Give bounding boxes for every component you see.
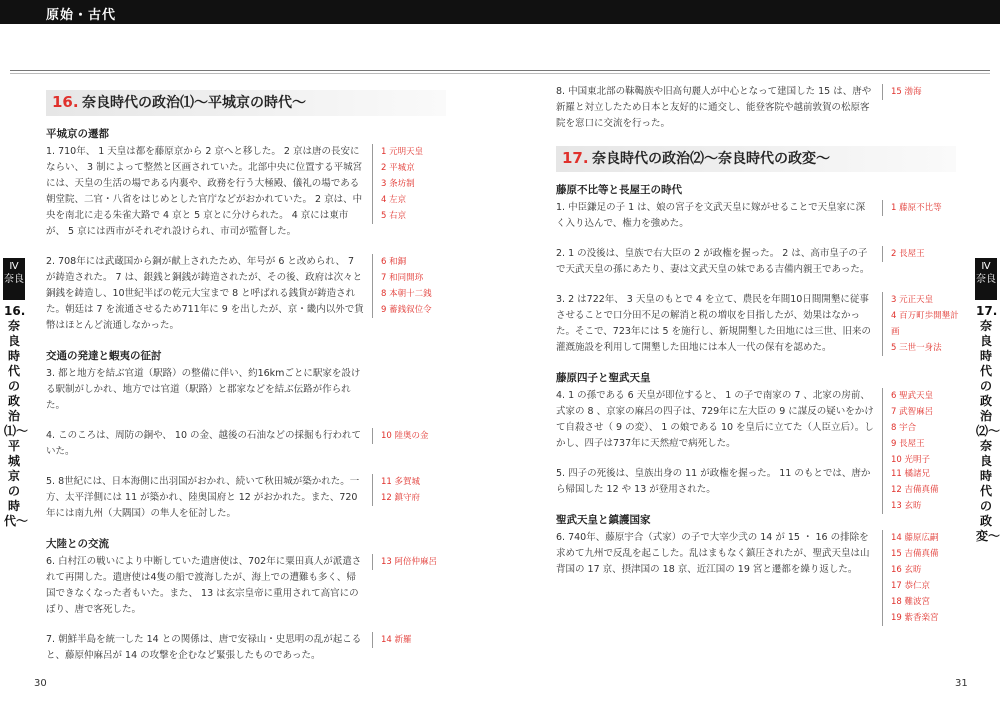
left-page-number: 30: [34, 678, 47, 689]
answer: 16 玄昉: [891, 565, 922, 575]
answer-column: [882, 530, 963, 626]
answer: 19 紫香楽宮: [891, 613, 939, 623]
question-text: 5. 8世紀には、日本海側に出羽国がおかれ、続いて秋田城が築かれた。一方、太平洋側には 11 が築かれ、陸奥国府と 12 がおかれた。また、720年には南九州（大隅国）の隼人を征討した。: [46, 476, 360, 519]
chapter-header: [0, 0, 1000, 34]
left-page: [46, 84, 446, 678]
answer: 15 渤海: [891, 87, 922, 97]
question-item: [46, 254, 446, 334]
answer-column: [372, 474, 453, 506]
answer: 4 左京: [381, 195, 407, 205]
answer: 5 三世一身法: [891, 343, 942, 353]
subheading: 大陸との交流: [46, 538, 109, 550]
answer: 1 元明天皇: [381, 147, 424, 157]
right-chapter-tab: Ⅳ 奈良: [975, 258, 997, 300]
header-rule-2: [10, 73, 990, 74]
subheading: 藤原四子と聖武天皇: [556, 372, 651, 384]
question-text: 4. このころは、周防の銅や、 10 の金、越後の石油などの採掘も行われていた。: [46, 430, 362, 457]
answer: 3 元正天皇: [891, 295, 934, 305]
question-text: 2. 708年には武蔵国から銅が献上されたため、年号が 6 と改められ、 7 が鋳造された。 7 は、銀銭と銅銭が鋳造されたが、その後、政府は次々と銅銭を鋳造し、10世紀半ばの乾元大宝まで 8 と呼ばれる銭貨が鋳造された。朝廷は 7 を流通させるため711年に 9 を出したが、京・畿内以外で貨幣はほとんど流通しなかった。: [46, 256, 364, 331]
question-item: [556, 388, 956, 465]
answer: 2 長屋王: [891, 249, 925, 259]
question-item: [556, 84, 956, 132]
answer: 11 橘諸兄: [891, 469, 931, 479]
answer: 10 陸奥の金: [381, 431, 429, 441]
question-text: 8. 中国東北部の靺鞨族や旧高句麗人が中心となって建国した 15 は、唐や新羅と対立したため日本と友好的に通交し、能登客院や越前敦賀の松原客院を窓口に交流を行った。: [556, 86, 872, 129]
left-side-title: 16.奈良時代の政治⑴〜平城京の時代〜: [4, 304, 29, 528]
answer-column: [882, 466, 963, 514]
answer: 15 吉備真備: [891, 549, 939, 559]
answer: 8 本朝十二銭: [381, 289, 432, 299]
question-item: [46, 632, 446, 664]
answer: 6 和銅: [381, 257, 407, 267]
subheading: 藤原不比等と長屋王の時代: [556, 184, 682, 196]
question-text: 3. 2 は722年、 3 天皇のもとで 4 を立て、農民を年間10日間開墾に従事させることで口分田不足の解消と税の増収を目指したが、効果はなかった。そこで、723年には 5 を施行し、新規開墾した田地には三世、旧来の灌漑施設を利用して開墾した田地には本人一代の保有を認めた。: [556, 294, 872, 353]
question-text: 1. 中臣鎌足の子 1 は、娘の宮子を文武天皇に嫁がせることで天皇家に深く入り込んで、権力を強めた。: [556, 202, 866, 229]
question-item: [46, 554, 446, 618]
question-item: [556, 292, 959, 356]
question-item: [46, 144, 446, 240]
answer: 4 百万町歩開墾計画: [891, 311, 959, 337]
question-text: 1. 710年、 1 天皇は都を藤原京から 2 京へと移した。 2 京は唐の長安にならい、 3 制によって整然と区画されていた。北部中央に位置する平城宮には、天皇の生活の場である内裏や、政務を行う大極殿、儀礼の場である朝堂院、二官・八省をはじめとした官庁などがおかれていた。 2 京は、中央を南北に走る朱雀大路で 4 京と 5 京とに分けられた。 4 京には東市が、 5 京には西市がそれぞれ設けられ、市司が監督した。: [46, 146, 363, 237]
answer-column: [882, 84, 963, 100]
answer: 14 新羅: [381, 635, 412, 645]
question-item: [46, 428, 446, 460]
section-title-text: 奈良時代の政治⑴〜平城京の時代〜: [82, 95, 306, 111]
answer-column: [882, 388, 963, 468]
question-text: 7. 朝鮮半島を統一した 14 との関係は、唐で安禄山・史思明の乱が起こると、藤原仲麻呂が 14 の攻撃を企むなど緊張したものであった。: [46, 634, 362, 661]
answer: 5 右京: [381, 211, 407, 221]
answer: 9 長屋王: [891, 439, 925, 449]
answer: 8 宇合: [891, 423, 917, 433]
question-text: 5. 四子の死後は、皇族出身の 11 が政権を握った。 11 のもとでは、唐から帰国した 12 や 13 が登用された。: [556, 468, 871, 495]
answer: 1 藤原不比等: [891, 203, 942, 213]
answer-column: [882, 246, 963, 262]
question-text: 4. 1 の孫である 6 天皇が即位すると、 1 の子で南家の 7 、北家の房前、式家の 8 、京家の麻呂の四子は、729年に左大臣の 9 に謀反の疑いをかけて自殺させ（ 9 の変）、 1 の娘である 10 を皇后に立てた（人臣立后）。しかし、四子は737年に天然痘で病死した。: [556, 390, 874, 449]
right-page-number: 31: [955, 678, 968, 689]
question-text: 6. 740年、藤原宇合（式家）の子で大宰少弐の 14 が 15 ・ 16 の排除を求めて九州で反乱を起こした。乱はまもなく鎮圧されたが、聖武天皇は山背国の 17 京、摂津国の 18 京、近江国の 19 宮と遷都を繰り返した。: [556, 532, 870, 575]
chapter-title: 原始・古代: [46, 8, 117, 23]
answer: 18 難波宮: [891, 597, 931, 607]
right-side-title: 17.奈良時代の政治⑵〜奈良時代の政変〜: [976, 304, 1000, 543]
answer: 11 多賀城: [381, 477, 421, 487]
question-item: [556, 246, 956, 278]
answer: 17 恭仁京: [891, 581, 931, 591]
answer: 13 玄昉: [891, 501, 922, 511]
answer-column: [882, 292, 963, 356]
question-text: 2. 1 の没後は、皇族で右大臣の 2 が政権を握った。 2 は、高市皇子の子で天武天皇の孫にあたり、妻は文武天皇の妹である吉備内親王であった。: [556, 248, 870, 275]
question-text: 6. 白村江の戦いにより中断していた遣唐使は、702年に粟田真人が派遣されて再開した。遣唐使は4隻の船で渡海したが、海上での遭難も多く、帰国できなくなった者もいた。また、 13 は玄宗皇帝に重用されて高官にのぼり、唐で客死した。: [46, 556, 362, 615]
question-item: [556, 530, 956, 623]
subheading: 聖武天皇と鎮護国家: [556, 514, 651, 526]
section-number: 16.: [52, 93, 79, 111]
subheading: 交通の発達と蝦夷の征討: [46, 350, 162, 362]
answer: 3 条坊制: [381, 179, 415, 189]
answer: 12 吉備真備: [891, 485, 939, 495]
section-17-title: [556, 146, 956, 172]
answer-column: [882, 200, 963, 216]
section-title-text: 奈良時代の政治⑵〜奈良時代の政変〜: [592, 151, 830, 167]
answer: 7 武智麻呂: [891, 407, 934, 417]
answer: 14 藤原広嗣: [891, 533, 939, 543]
answer: 13 阿倍仲麻呂: [381, 557, 438, 567]
answer: 9 蓄銭叙位令: [381, 305, 432, 315]
answer: 10 光明子: [891, 455, 931, 465]
subheading: 平城京の遷都: [46, 128, 109, 140]
question-item: [46, 366, 446, 414]
answer-column: [372, 554, 453, 570]
question-item: [556, 466, 956, 511]
answer-column: [372, 428, 453, 444]
section-number: 17.: [562, 149, 589, 167]
answer: 12 鎮守府: [381, 493, 421, 503]
answer: 6 聖武天皇: [891, 391, 934, 401]
question-item: [556, 200, 956, 232]
answer: 2 平城京: [381, 163, 415, 173]
header-rule: [10, 70, 990, 71]
answer-column: [372, 254, 453, 318]
section-16-title: [46, 90, 446, 116]
question-item: [46, 474, 446, 522]
question-text: 3. 都と地方を結ぶ官道（駅路）の整備に伴い、約16kmごとに駅家を設ける駅制がしかれ、地方では官道（駅路）と郡家などを結ぶ伝路が作られた。: [46, 368, 361, 411]
right-page: [556, 84, 959, 623]
answer: 7 和同開珎: [381, 273, 424, 283]
left-chapter-tab: Ⅳ 奈良: [3, 258, 25, 300]
answer-column: [372, 632, 453, 648]
answer-column: [372, 144, 453, 224]
